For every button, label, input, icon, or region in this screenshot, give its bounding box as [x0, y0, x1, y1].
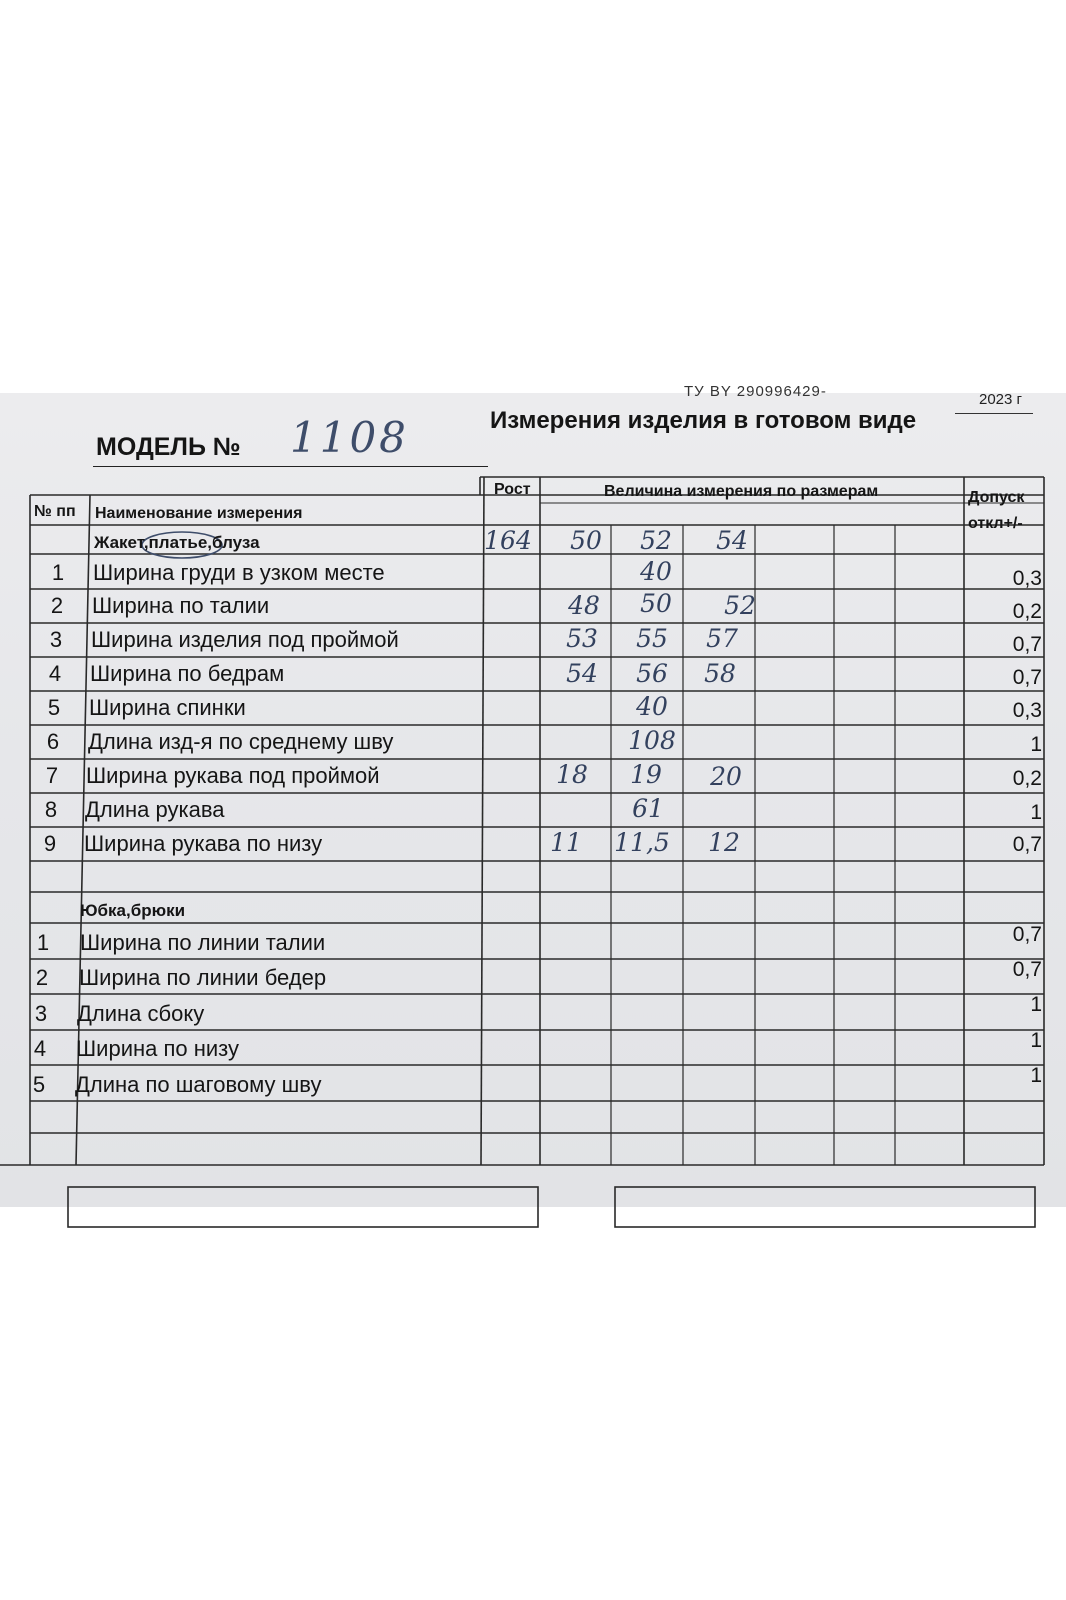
tolerance-value: 1	[1030, 1029, 1042, 1052]
col-sizes-header: Величина измерения по размерам	[604, 483, 879, 500]
col-tolerance-subheader: откл+/-	[968, 515, 1023, 532]
standard-code: ТУ BY 290996429-	[684, 383, 827, 400]
measurement-value: 11,5	[614, 828, 670, 857]
tolerance-value: 1	[1030, 993, 1042, 1016]
measurement-name: Длина рукава	[85, 797, 225, 822]
measurement-value: 48	[568, 591, 600, 620]
measurement-sheet	[0, 383, 1066, 1207]
tolerance-value: 0,7	[1012, 833, 1042, 856]
row-number: 6	[46, 729, 60, 754]
tolerance-value: 0,3	[1012, 567, 1042, 590]
page-title: Измерения изделия в готовом виде	[490, 407, 917, 434]
size-value: 52	[640, 526, 672, 555]
measurement-value: 12	[708, 828, 740, 857]
model-number-handwritten: 1108	[290, 413, 409, 462]
size-value: 54	[716, 526, 748, 555]
measurement-name: Ширина по линии бедер	[79, 965, 327, 990]
tolerance-value: 1	[1030, 733, 1042, 756]
size-value: 50	[570, 526, 602, 555]
tolerance-value: 0,7	[1012, 633, 1042, 656]
row-number: 9	[43, 831, 57, 856]
category-jacket-dress-blouse: Жакет,платье,блуза	[94, 533, 260, 552]
measurement-value: 55	[636, 624, 668, 653]
row-number: 1	[51, 560, 65, 585]
row-number: 4	[33, 1036, 47, 1061]
measurement-value: 57	[706, 624, 738, 653]
measurement-name: Ширина груди в узком месте	[93, 560, 385, 585]
measurement-value: 53	[566, 624, 598, 653]
measurement-name: Ширина рукава по низу	[84, 831, 323, 856]
measurement-name: Длина сбоку	[77, 1001, 205, 1026]
row-number: 3	[49, 627, 63, 652]
measurement-value: 20	[710, 762, 742, 791]
measurement-name: Ширина спинки	[89, 695, 246, 720]
col-name-header: Наименование измерения	[95, 505, 303, 522]
measurement-value: 11	[550, 828, 582, 857]
tolerance-value: 1	[1030, 801, 1042, 824]
col-number-header: № пп	[34, 503, 76, 520]
measurement-name: Ширина по талии	[92, 593, 270, 618]
measurement-value: 58	[704, 659, 736, 688]
measurement-value: 18	[556, 760, 588, 789]
measurement-value: 56	[636, 659, 668, 688]
measurement-name: Ширина по линии талии	[80, 930, 326, 955]
category-skirt-trousers: Юбка,брюки	[80, 901, 186, 920]
measurement-name: Ширина по бедрам	[90, 661, 285, 686]
row-number: 5	[32, 1072, 46, 1097]
tolerance-value: 0,3	[1012, 699, 1042, 722]
measurement-value: 50	[640, 589, 672, 618]
tolerance-value: 0,2	[1012, 600, 1042, 623]
measurement-name: Длина изд-я по среднему шву	[88, 729, 394, 754]
model-label: МОДЕЛЬ №	[96, 433, 241, 461]
col-tolerance-header: Допуск	[968, 489, 1025, 506]
measurement-value: 19	[630, 760, 662, 789]
row-number: 8	[44, 797, 58, 822]
row-number: 7	[45, 763, 59, 788]
row-number: 2	[35, 965, 49, 990]
col-height-header: Рост	[494, 481, 531, 498]
tolerance-value: 0,7	[1012, 666, 1042, 689]
tolerance-value: 0,7	[1012, 958, 1042, 981]
measurement-value: 40	[640, 557, 672, 586]
measurement-value: 108	[628, 726, 676, 755]
measurement-value: 52	[724, 591, 756, 620]
row-number: 2	[50, 593, 64, 618]
row-number: 1	[36, 930, 50, 955]
height-value: 164	[484, 526, 532, 555]
year: 2023 г	[979, 391, 1023, 408]
row-number: 3	[34, 1001, 48, 1026]
tolerance-value: 0,7	[1012, 923, 1042, 946]
measurement-name: Ширина по низу	[76, 1036, 240, 1061]
tolerance-value: 1	[1030, 1064, 1042, 1087]
measurement-value: 40	[636, 692, 668, 721]
measurement-name: Ширина изделия под проймой	[91, 627, 399, 652]
measurement-name: Ширина рукава под проймой	[86, 763, 380, 788]
row-number: 4	[48, 661, 62, 686]
measurement-value: 61	[632, 794, 664, 823]
row-number: 5	[47, 695, 61, 720]
measurement-name: Длина по шаговому шву	[75, 1072, 322, 1097]
tolerance-value: 0,2	[1012, 767, 1042, 790]
measurement-value: 54	[566, 659, 598, 688]
